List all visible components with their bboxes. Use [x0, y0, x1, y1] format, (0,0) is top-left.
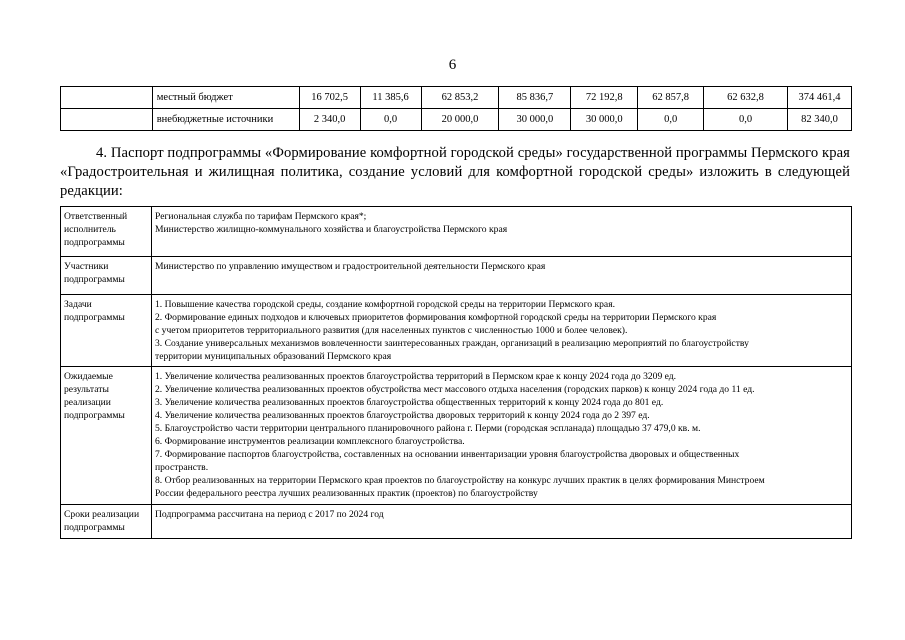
passport-row-content: [152, 367, 852, 505]
budget-value: 72 192,8: [571, 87, 638, 109]
amendment-paragraph: 4. Паспорт подпрограммы «Формирование комфортной городской среды» государственной программы Пермского края «Градостроительная и жилищная политика, создание условий для комфортной городской среды» изложить в следующей редакции:: [60, 145, 850, 199]
content-line: 7. Формирование паспортов благоустройства, составленных на основании инвентаризации уровня благоустройства дворовых и общественных: [155, 449, 740, 460]
budget-value: 62 632,8: [704, 87, 788, 109]
passport-row-label: Ответственный исполнитель подпрограммы: [61, 207, 152, 257]
passport-row-content: [152, 505, 852, 539]
budget-empty-cell: [61, 109, 153, 131]
content-line: Региональная служба по тарифам Пермского края*;: [155, 211, 367, 222]
passport-row-label: Ожидаемые результаты реализации подпрограммы: [61, 367, 152, 505]
passport-table: [60, 206, 852, 539]
passport-row-responsible: [61, 207, 852, 257]
content-line: 8. Отбор реализованных на территории Пермского края проектов по благоустройству на конкурс лучших практик в целях формирования Минстроем: [155, 475, 765, 486]
budget-value: 30 000,0: [499, 109, 571, 131]
passport-row-content: [152, 207, 852, 257]
budget-value: 0,0: [360, 109, 421, 131]
budget-value: 62 853,2: [421, 87, 499, 109]
budget-empty-cell: [61, 87, 153, 109]
budget-total: 374 461,4: [787, 87, 851, 109]
content-line: России федерального реестра лучших реализованных практик (проектов) по благоустройству: [155, 488, 538, 499]
budget-value: 11 385,6: [360, 87, 421, 109]
budget-row-label: внебюджетные источники: [152, 109, 299, 131]
content-line: Подпрограмма рассчитана на период с 2017 по 2024 год: [155, 509, 384, 520]
budget-value: 2 340,0: [299, 109, 360, 131]
budget-value: 0,0: [638, 109, 704, 131]
content-line: 5. Благоустройство части территории центрального планировочного района г. Перми (городская эспланада) площадью 37 479,0 кв. м.: [155, 423, 701, 434]
budget-value: 0,0: [704, 109, 788, 131]
passport-row-results: [61, 367, 852, 505]
page-number: 6: [448, 57, 457, 73]
passport-row-content: [152, 257, 852, 295]
content-line: территории муниципальных образований Пермского края: [155, 351, 392, 362]
budget-value: 30 000,0: [571, 109, 638, 131]
passport-row-label: Сроки реализации подпрограммы: [61, 505, 152, 539]
passport-row-participants: [61, 257, 852, 295]
passport-row-tasks: [61, 295, 852, 367]
passport-row-label: Участники подпрограммы: [61, 257, 152, 295]
budget-value: 62 857,8: [638, 87, 704, 109]
content-line: с учетом приоритетов территориального развития (для населенных пунктов с численностью 1000 и более человек).: [155, 325, 628, 336]
budget-row-label: местный бюджет: [152, 87, 299, 109]
content-line: пространств.: [155, 462, 209, 473]
content-line: 3. Создание универсальных механизмов вовлеченности заинтересованных граждан, организаций в реализацию мероприятий по благоустройству: [155, 338, 749, 349]
passport-row-label: Задачи подпрограммы: [61, 295, 152, 367]
content-line: 6. Формирование инструментов реализации комплексного благоустройства.: [155, 436, 465, 447]
budget-table: [60, 86, 852, 131]
content-line: 1. Увеличение количества реализованных проектов благоустройства территорий в Пермском крае к концу 2024 года до 3209 ед.: [155, 371, 677, 382]
budget-value: 85 836,7: [499, 87, 571, 109]
budget-total: 82 340,0: [787, 109, 851, 131]
content-line: 1. Повышение качества городской среды, создание комфортной городской среды на территории Пермского края.: [155, 299, 616, 310]
content-line: 4. Увеличение количества реализованных проектов благоустройства дворовых территорий к концу 2024 года до 2 397 ед.: [155, 410, 650, 421]
budget-value: 20 000,0: [421, 109, 499, 131]
passport-row-content: [152, 295, 852, 367]
passport-row-period: [61, 505, 852, 539]
budget-row-local: [61, 87, 852, 109]
budget-row-extrabudgetary: [61, 109, 852, 131]
content-line: 2. Формирование единых подходов и ключевых приоритетов формирования комфортной городской среды на территории Пермского края: [155, 312, 717, 323]
content-line: 2. Увеличение количества реализованных проектов обустройства мест массового отдыха населения (городских парков) к концу 2024 года до 11 ед.: [155, 384, 755, 395]
budget-value: 16 702,5: [299, 87, 360, 109]
content-line: Министерство жилищно-коммунального хозяйства и благоустройства Пермского края: [155, 224, 508, 235]
content-line: 3. Увеличение количества реализованных проектов благоустройства общественных территорий к концу 2024 года до 801 ед.: [155, 397, 664, 408]
content-line: Министерство по управлению имуществом и градостроительной деятельности Пермского края: [155, 261, 546, 272]
